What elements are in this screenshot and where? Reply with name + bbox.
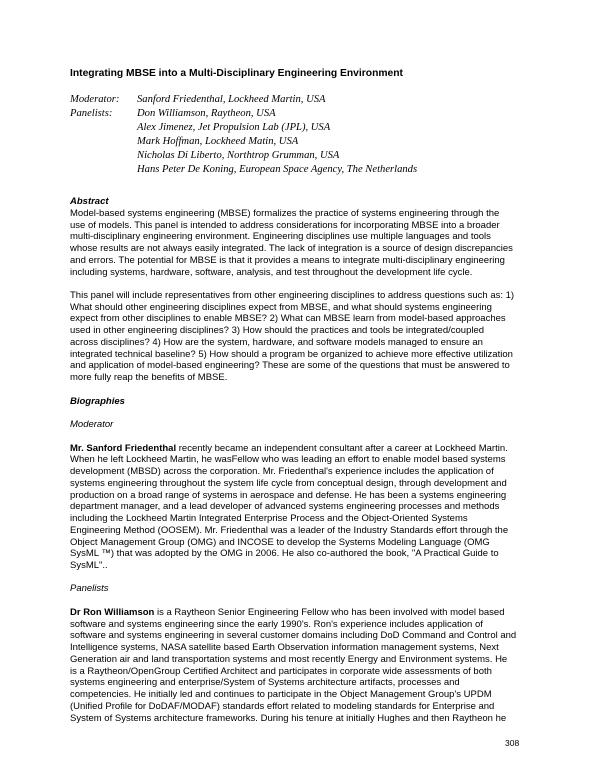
page-title: Integrating MBSE into a Multi-Disciplinary Engineering Environment [70,68,403,79]
text-line: department manager, and a lead developer of advanced systems engineering processes and methods [70,501,500,513]
abstract-paragraph-2 [70,290,535,384]
text-line: development (MBSD) across the corporation. Mr. Friedenthal's experience includes the application of [70,466,494,477]
bio-name: Dr Ron Williamson [70,606,155,618]
text-line: software and systems engineering in several customer domains including DoD Command and Control and [70,630,517,642]
text-line: Mr. Sanford Friedenthal recently became an independent consultant after a career at Lockheed Martin. [70,442,508,454]
text-line: used in other engineering disciplines? 3) How should the practices and tools be integrated/coupled [70,325,485,337]
panelist-name: Nicholas Di Liberto, Northtrop Grumman, USA [137,150,340,162]
text-line: Model-based systems engineering (MBSE) formalizes the practice of systems engineering through the [70,207,500,219]
panelist-row [70,107,540,121]
panelist-name: Don Williamson, Raytheon, USA [137,108,276,120]
abstract-paragraph-1 [70,208,535,279]
panelist-row [70,135,540,149]
document-body [70,196,535,724]
abstract-heading: Abstract [70,196,109,207]
text-line: systems engineering throughout the system life cycle from conceptual design, through development and [70,477,507,489]
text-line: competencies. He initially led and continues to participate in the Object Management Group's UPDM [70,689,492,701]
text-line: (Unified Profile for DoDAF/MODAF) standards effort related to modeling standards for Enterprise and [70,700,495,712]
text-line: expect from other disciplines to enable MBSE? 2) What can MBSE learn from model-based approaches [70,313,506,325]
text-line: is a Raytheon/OpenGroup Certified Architect and participates in corporate wide assessments of both [70,665,492,677]
text-line: including systems, hardware, software, analysis, and test throughout the development life cycle. [70,266,473,278]
text-line: production on a broad range of systems in aerospace and defense. He has been a systems engineering [70,489,507,501]
panelists-label: Panelists: [70,108,113,120]
text-line: use of models. This panel is intended to address considerations for incorporating MBSE into a broader [70,219,500,231]
moderator-label: Moderator: [70,94,120,105]
panel-participants [70,93,540,178]
panelists-subheading: Panelists [70,583,109,595]
moderator-row [70,93,540,107]
panelist-bio [70,607,535,725]
moderator-subheading: Moderator [70,419,114,431]
text-line: and errors. The potential for MBSE is that it provides a means to integrate multi-disciplinary engineering [70,254,505,266]
panelist-name: Hans Peter De Koning, European Space Agency, The Netherlands [137,164,418,176]
text-line: SysML ™) that was adopted by the OMG in 2006. He also co-authored the book, "A Practical Guide to [70,548,499,560]
text-line: whose results are not always easily integrated. The lack of integration is a source of design discrepancies [70,243,513,254]
text-line: Engineering Method (OOSEM). Mr. Friedenthal was a leader of the Industry Standards effort through the [70,524,509,536]
text-line: System of Systems architecture frameworks. During his tenure at initially Hughes and then Raytheon he [70,712,507,724]
biographies-heading: Biographies [70,395,125,407]
text-line: What should other engineering disciplines expect from MBSE, and what should systems engineering [70,301,492,313]
text-line: Generation air and land transportation systems and most recently Energy and Environment systems. He [70,653,508,665]
text-line: Dr Ron Williamson is a Raytheon Senior Engineering Fellow who has been involved with model based [70,606,505,618]
page-number: 308 [505,738,520,748]
text-line: and application of model-based engineering? These are some of the questions that must be answered to [70,360,510,372]
text-line: Object Management Group (OMG) and INCOSE to develop the Systems Modeling Language (OMG [70,536,490,548]
moderator-name: Sanford Friedenthal, Lockheed Martin, USA [137,94,326,105]
panelist-name: Alex Jimenez, Jet Propulsion Lab (JPL), USA [137,122,331,134]
text-line: When he left Lockheed Martin, he wasFellow who was leading an effort to enable model based systems [70,454,506,466]
text-line: multi-disciplinary engineering environment. Engineering disciplines use multiple languages and tools [70,231,491,243]
panelist-row [70,121,540,135]
text-line: Intelligence systems, NASA satellite based Earth Observation information management systems, Next [70,642,499,654]
text-line: integrated technical baseline? 5) How should a program be organized to achieve more effective utilization [70,348,513,360]
text-line: across disciplines? 4) How are the system, hardware, and software models managed to ensure an [70,336,483,348]
text-line: SysML".. [70,560,108,571]
text-line: software and systems engineering since the early 1990's. Ron's experience includes application of [70,618,483,630]
panelist-row [70,163,540,177]
panelist-row [70,149,540,163]
text-line: more fully reap the benefits of MBSE. [70,372,228,384]
text-line: This panel will include representatives from other engineering disciplines to address questions such as: 1) [70,289,515,301]
panelist-name: Mark Hoffman, Lockheed Matin, USA [137,136,299,148]
text-line: including the Lockheed Martin Integrated Enterprise Process and the Object-Oriented Systems [70,513,468,524]
moderator-bio [70,443,535,572]
bio-name: Mr. Sanford Friedenthal [70,442,177,454]
text-line: systems engineering and enterprise/System of Systems architecture artifacts, processes and [70,677,460,689]
